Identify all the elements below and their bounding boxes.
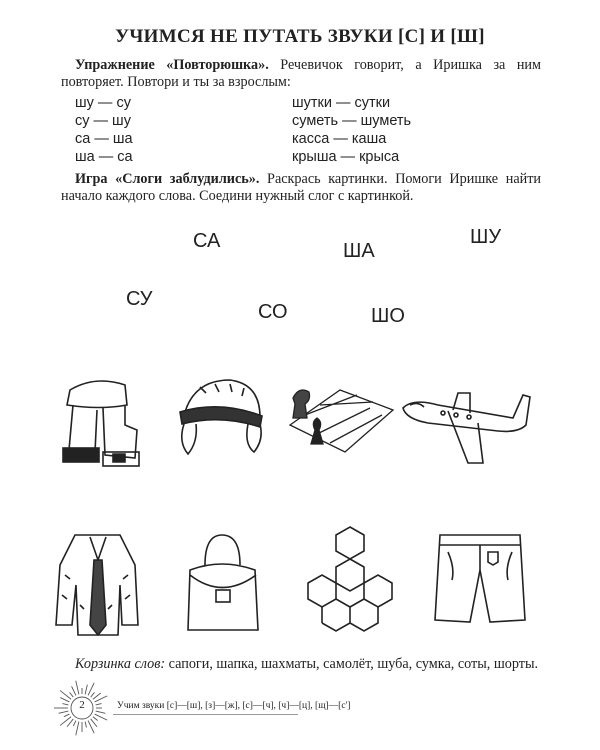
syllable: СУ (126, 288, 153, 310)
sun-ray (85, 685, 87, 695)
pair-item: су — шу (75, 113, 131, 129)
sun-ray (96, 711, 106, 713)
sun-ray (85, 722, 86, 728)
sun-ray (96, 704, 102, 705)
sun-ray (93, 693, 101, 699)
sun-ray (72, 686, 76, 695)
word-basket-words: сапоги, шапка, шахматы, самолёт, шуба, сумка, соты, шорты. (165, 656, 539, 672)
syllable: ШУ (470, 226, 502, 248)
word-basket-label: Корзинка слов: (75, 656, 166, 672)
handbag-picture (180, 530, 265, 640)
ushanka-hat-picture (170, 372, 270, 462)
shorts-picture (430, 530, 530, 630)
exercise-text: Речевичок говорит, а Иришка за ним повторяет. Повтори и ты за взрослым: (61, 57, 541, 90)
pair-item: шутки — сутки (292, 95, 391, 111)
sun-ray (76, 681, 79, 695)
sun-ray (70, 692, 74, 697)
sun-ray (60, 698, 69, 702)
word-pairs-list (292, 94, 411, 166)
syllable: СО (258, 301, 288, 323)
page-title: УЧИМСЯ НЕ ПУТАТЬ ЗВУКИ [С] И [Ш] (115, 26, 485, 47)
game-heading: Игра «Слоги заблудились». (75, 171, 260, 187)
sun-ray (91, 692, 95, 697)
boots-picture (55, 370, 145, 480)
pair-item: касса — каша (292, 131, 387, 147)
sun-ray (67, 719, 73, 727)
pair-item: ша — са (75, 149, 133, 165)
syllable: СА (193, 230, 221, 252)
syllable: ШО (371, 305, 405, 327)
sun-ray (59, 711, 69, 713)
sun-ray (63, 704, 69, 705)
fur-coat-picture (50, 525, 145, 645)
word-basket (75, 656, 538, 673)
sun-ray (76, 722, 79, 736)
pair-item: суметь — шуметь (292, 113, 412, 129)
sun-ray (91, 719, 97, 727)
game-text: Раскрась картинки. Помоги Иришке найти начало каждого слова. Соедини нужный слог с картинкой. (61, 171, 542, 204)
exercise-repeat-instructions (61, 57, 541, 91)
sun-ray (73, 721, 76, 726)
chess-picture (285, 380, 395, 460)
pair-item: са — ша (75, 131, 133, 147)
game-instructions (61, 171, 541, 205)
exercise-heading: Упражнение «Повторюшка». (75, 57, 269, 73)
page-number: 2 (79, 699, 85, 711)
syllable: ША (343, 240, 375, 262)
syllable-pairs-list (75, 94, 133, 166)
sun-ray (64, 714, 69, 717)
footer-divider (113, 714, 298, 715)
pair-item: крыша — крыса (292, 149, 400, 165)
footer-text: Учим звуки [с]—[ш], [з]—[ж], [с]—[ч], [ч]—[ц], [щ]—[с'] (117, 701, 351, 711)
pair-item: шу — су (75, 95, 131, 111)
sun-ray (93, 717, 98, 721)
airplane-picture (398, 383, 533, 473)
honeycomb-picture (300, 522, 400, 642)
